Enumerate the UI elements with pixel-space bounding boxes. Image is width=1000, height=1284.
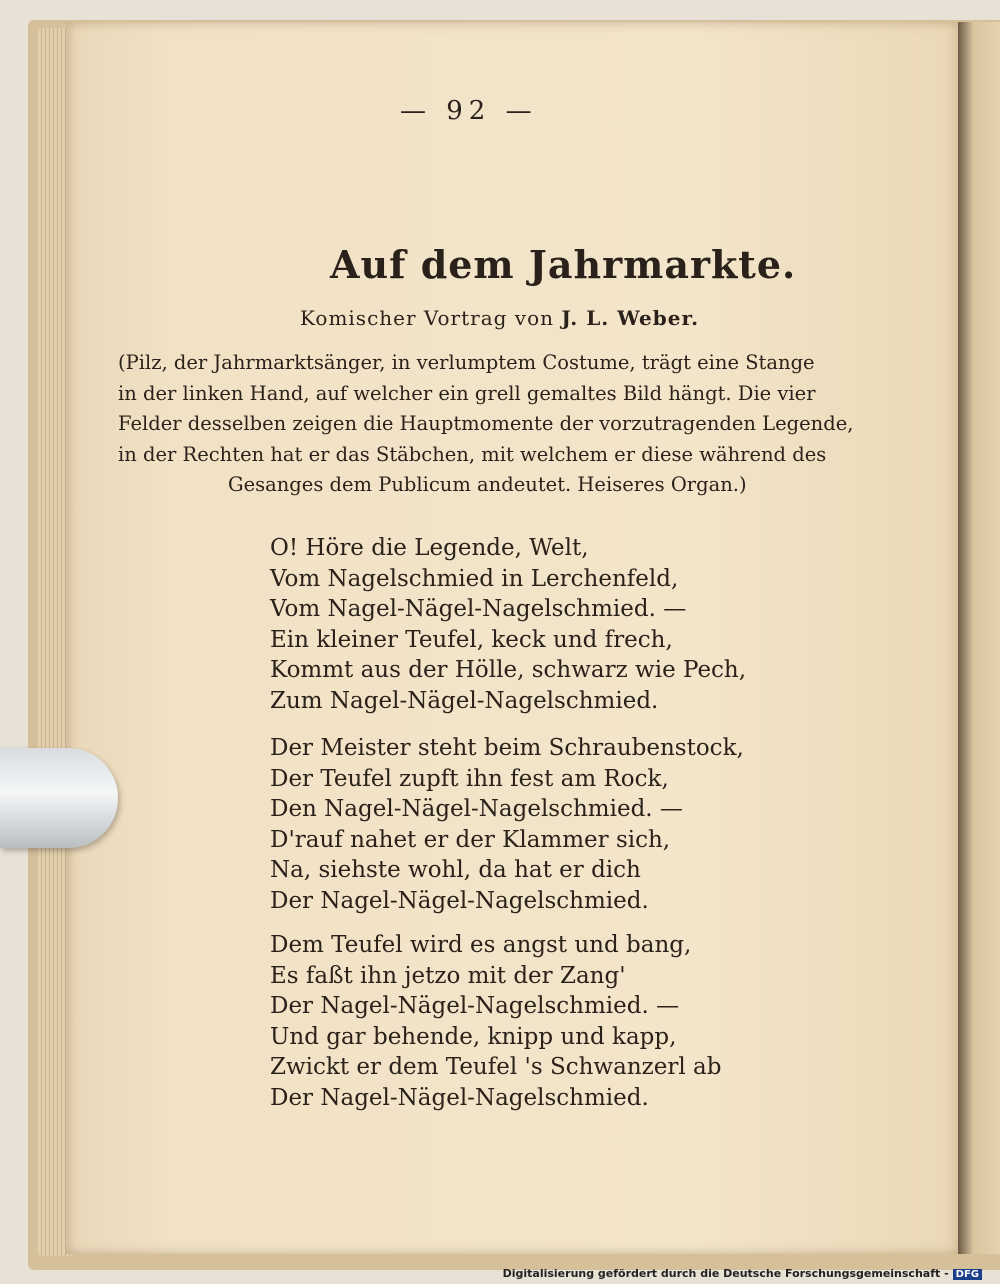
verse-line: Dem Teufel wird es angst und bang, <box>270 932 692 958</box>
credit-text: Digitalisierung gefördert durch die Deutsche Forschungsgemeinschaft - <box>502 1267 949 1280</box>
verse-line: Kommt aus der Hölle, schwarz wie Pech, <box>270 657 747 683</box>
verse-line: D'rauf nahet er der Klammer sich, <box>270 826 671 853</box>
book-gutter <box>958 22 1000 1254</box>
verse-line: Zum Nagel-Nägel-Nagelschmied. <box>270 687 659 714</box>
verse-line: Na, siehste wohl, da hat er dich <box>270 857 641 883</box>
page-title: Auf dem Jahrmarkte. <box>330 242 797 287</box>
stage-direction-line: Gesanges dem Publicum andeutet. Heiseres Organ.) <box>228 473 747 496</box>
verse-line: Vom Nagel-Nägel-Nagelschmied. — <box>270 596 687 622</box>
verse-line: Der Meister steht beim Schraubenstock, <box>270 735 744 761</box>
stage-direction-line: (Pilz, der Jahrmarktsänger, in verlumptem Costume, trägt eine Stange <box>118 351 815 374</box>
subtitle-prefix: Komischer Vortrag von <box>300 306 555 330</box>
stage-direction <box>118 348 858 501</box>
stage-direction-line: Felder desselben zeigen die Hauptmomente der vorzutragenden Legende, <box>118 412 854 435</box>
verse-line: O! Höre die Legende, Welt, <box>270 535 589 561</box>
stanza-2 <box>270 733 744 916</box>
verse-line: Der Teufel zupft ihn fest am Rock, <box>270 765 669 792</box>
page-number: — 92 — <box>400 96 538 126</box>
verse-line: Und gar behende, knipp und kapp, <box>270 1023 677 1050</box>
dfg-logo: DFG <box>953 1269 982 1280</box>
verse-line: Es faßt ihn jetzo mit der Zang' <box>270 962 626 989</box>
verse-line: Der Nagel-Nägel-Nagelschmied. <box>270 887 649 914</box>
stanza-3 <box>270 930 721 1113</box>
page-clip <box>0 748 118 848</box>
verse-line: Ein kleiner Teufel, keck und frech, <box>270 626 673 653</box>
stage-direction-line: in der Rechten hat er das Stäbchen, mit welchem er diese während des <box>118 442 827 466</box>
verse-line: Der Nagel-Nägel-Nagelschmied. <box>270 1084 649 1111</box>
stage-direction-line: in der linken Hand, auf welcher ein grell gemaltes Bild hängt. Die vier <box>118 381 816 405</box>
subtitle <box>300 306 699 330</box>
verse-line: Der Nagel-Nägel-Nagelschmied. — <box>270 993 680 1019</box>
stanza-1 <box>270 533 746 716</box>
verse-line: Zwickt er dem Teufel 's Schwanzerl ab <box>270 1054 722 1080</box>
digitization-credit <box>503 1267 982 1280</box>
author-name: J. L. Weber. <box>561 306 700 330</box>
verse-line: Vom Nagelschmied in Lerchenfeld, <box>270 565 679 592</box>
verse-line: Den Nagel-Nägel-Nagelschmied. — <box>270 796 683 822</box>
